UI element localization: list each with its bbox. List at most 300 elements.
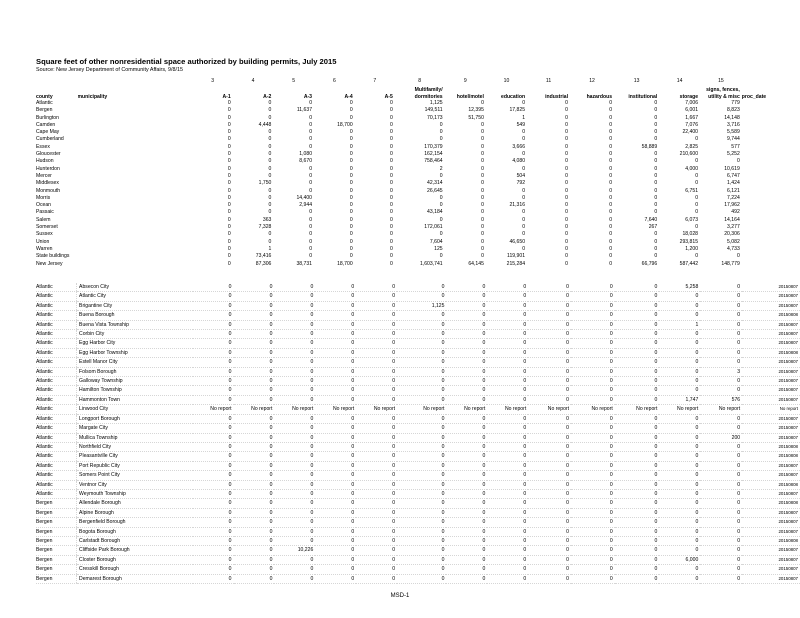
value-cell: 0 — [274, 555, 315, 564]
value-cell: 0 — [528, 518, 571, 527]
value-cell: 0 — [487, 433, 528, 442]
value-cell: 0 — [700, 320, 742, 329]
value-cell: 0 — [356, 489, 397, 498]
value-cell: 0 — [528, 386, 571, 395]
value-cell: 0 — [700, 301, 742, 310]
value-cell: 0 — [193, 489, 234, 498]
value-cell: 0 — [234, 283, 275, 292]
value-cell: 0 — [234, 461, 275, 470]
proc-date: 20150807 — [742, 414, 800, 423]
value-cell: 0 — [227, 260, 231, 267]
value-cell: 0 — [315, 377, 356, 386]
table-row — [36, 461, 800, 470]
value-cell: 0 — [522, 165, 526, 172]
proc-date: 20150807 — [742, 320, 800, 329]
value-cell: 0 — [234, 377, 275, 386]
column-header: A-5 — [384, 93, 393, 100]
value-cell: No report — [397, 405, 446, 414]
value-cell: 0 — [609, 224, 613, 231]
value-cell: 0 — [487, 386, 528, 395]
municipality-name: Atlantic City — [77, 292, 193, 301]
value-cell: 0 — [446, 546, 487, 555]
value-cell: 0 — [615, 471, 660, 480]
value-cell: 125 — [434, 245, 443, 252]
value-cell: 0 — [659, 292, 700, 301]
county-name: Camden — [36, 121, 56, 128]
value-cell: 0 — [695, 194, 699, 201]
value-cell: 0 — [315, 565, 356, 574]
value-cell: 0 — [654, 231, 658, 238]
value-cell: 0 — [695, 202, 699, 209]
value-cell: 0 — [695, 209, 699, 216]
value-cell: 0 — [315, 301, 356, 310]
value-cell: 0 — [193, 386, 234, 395]
value-cell: 11,637 — [296, 107, 313, 114]
municipality-name: Buena Vista Township — [77, 320, 193, 329]
value-cell: 0 — [481, 253, 484, 260]
value-cell: 0 — [234, 555, 275, 564]
value-cell: 0 — [315, 499, 356, 508]
county-name: Atlantic — [36, 452, 77, 461]
value-cell: 0 — [654, 245, 658, 252]
page-footer: MSD-1 — [390, 593, 410, 599]
value-cell: 0 — [615, 555, 660, 564]
value-cell: 200 — [700, 433, 742, 442]
value-cell: 0 — [227, 194, 231, 201]
value-cell: 172,061 — [424, 224, 443, 231]
value-cell: 0 — [389, 231, 393, 238]
value-cell: 0 — [397, 527, 446, 536]
value-cell: 0 — [528, 292, 571, 301]
value-cell: 0 — [609, 216, 613, 223]
value-cell: 0 — [609, 245, 613, 252]
value-cell: 0 — [695, 136, 699, 143]
value-cell: 0 — [349, 100, 353, 106]
value-cell: 0 — [397, 283, 446, 292]
value-cell: 51,750 — [468, 114, 484, 121]
value-cell: 0 — [528, 461, 571, 470]
value-cell: 0 — [487, 292, 528, 301]
value-cell: 0 — [700, 471, 742, 480]
value-cell: 0 — [389, 260, 393, 267]
value-cell: 0 — [700, 283, 742, 292]
value-cell: 0 — [389, 165, 393, 172]
county-name: Atlantic — [36, 489, 77, 498]
value-cell: 0 — [615, 489, 660, 498]
value-cell: 0 — [481, 187, 484, 194]
value-cell: 0 — [227, 180, 231, 187]
value-cell: No report — [487, 405, 528, 414]
value-cell: 0 — [193, 555, 234, 564]
county-name: Atlantic — [36, 283, 77, 292]
municipality-name: Mullica Township — [77, 433, 193, 442]
value-cell: 0 — [615, 330, 660, 339]
value-cell: 0 — [609, 238, 613, 245]
value-cell: 0 — [349, 194, 353, 201]
value-cell: 0 — [522, 216, 526, 223]
value-cell: 0 — [227, 172, 231, 179]
value-cell: 0 — [659, 442, 700, 451]
value-cell: 0 — [481, 129, 484, 136]
municipality-name: Carlstadt Borough — [77, 536, 193, 545]
municipality-name: Folsom Borough — [77, 367, 193, 376]
value-cell: 14,164 — [724, 216, 740, 223]
municipality-name: Buena Borough — [77, 311, 193, 320]
column-header: signs, fences, utility & misc — [706, 87, 740, 100]
value-cell: 0 — [700, 489, 742, 498]
value-cell: 0 — [700, 414, 742, 423]
value-cell: 0 — [397, 311, 446, 320]
value-cell: 0 — [654, 209, 658, 216]
column-number-row — [36, 75, 800, 87]
value-cell: 2 — [439, 165, 443, 172]
value-cell: 0 — [315, 320, 356, 329]
value-cell: 0 — [659, 311, 700, 320]
value-cell: 0 — [609, 136, 613, 143]
value-cell: 7,076 — [685, 121, 699, 128]
value-cell: 0 — [234, 527, 275, 536]
value-cell: 0 — [571, 536, 615, 545]
value-cell: 0 — [356, 339, 397, 348]
value-cell: 0 — [609, 100, 613, 106]
value-cell: 0 — [193, 452, 234, 461]
value-cell: 0 — [571, 452, 615, 461]
value-cell: 0 — [234, 339, 275, 348]
municipality-name: Ventnor City — [77, 480, 193, 489]
value-cell: 0 — [274, 348, 315, 357]
value-cell: 0 — [274, 508, 315, 517]
value-cell: 0 — [609, 231, 613, 238]
value-cell: 0 — [315, 461, 356, 470]
county-row — [36, 180, 800, 187]
value-cell: 0 — [446, 283, 487, 292]
value-cell: 0 — [389, 245, 393, 252]
value-cell: 267 — [648, 224, 658, 231]
value-cell: 0 — [528, 358, 571, 367]
value-cell: 0 — [446, 508, 487, 517]
value-cell: 0 — [571, 367, 615, 376]
value-cell: 0 — [659, 367, 700, 376]
value-cell: 0 — [389, 136, 393, 143]
value-cell: 0 — [389, 194, 393, 201]
municipality-name: Hammonton Town — [77, 395, 193, 404]
value-cell: 7,640 — [644, 216, 658, 223]
value-cell: 0 — [309, 136, 313, 143]
value-cell: 0 — [397, 395, 446, 404]
value-cell: 0 — [356, 395, 397, 404]
value-cell: 10,619 — [724, 165, 740, 172]
value-cell: 0 — [609, 158, 613, 165]
value-cell: 0 — [274, 565, 315, 574]
table-row — [36, 489, 800, 498]
value-cell: 0 — [609, 194, 613, 201]
value-cell: 0 — [234, 367, 275, 376]
value-cell: 492 — [731, 209, 740, 216]
value-cell: 0 — [193, 499, 234, 508]
value-cell: 0 — [389, 158, 393, 165]
value-cell: 0 — [274, 386, 315, 395]
value-cell: 0 — [268, 231, 272, 238]
value-cell: 0 — [397, 452, 446, 461]
value-cell: 0 — [615, 292, 660, 301]
value-cell: 0 — [487, 301, 528, 310]
column-header: industrial — [545, 93, 569, 100]
value-cell: 0 — [659, 489, 700, 498]
value-cell: 0 — [234, 395, 275, 404]
value-cell: 0 — [700, 536, 742, 545]
value-cell: 0 — [700, 311, 742, 320]
value-cell: 0 — [528, 301, 571, 310]
value-cell: 0 — [397, 536, 446, 545]
value-cell: 0 — [193, 480, 234, 489]
value-cell: 0 — [571, 471, 615, 480]
value-cell: 0 — [309, 253, 313, 260]
value-cell: 0 — [349, 180, 353, 187]
value-cell: 0 — [268, 136, 272, 143]
value-cell: 0 — [446, 574, 487, 583]
value-cell: 0 — [234, 565, 275, 574]
value-cell: 1,750 — [258, 180, 272, 187]
value-cell: 0 — [571, 395, 615, 404]
table-row — [36, 386, 800, 395]
value-cell: 0 — [356, 358, 397, 367]
value-cell: 576 — [700, 395, 742, 404]
column-header: Multifamily/ dormitories — [414, 87, 443, 100]
value-cell: 7,224 — [727, 194, 740, 201]
value-cell: 1,424 — [727, 180, 740, 187]
value-cell: 0 — [193, 395, 234, 404]
value-cell: 0 — [309, 114, 313, 121]
column-header: hotel/motel — [456, 93, 484, 100]
value-cell: 0 — [227, 187, 231, 194]
municipality-name: Cliffside Park Borough — [77, 546, 193, 555]
value-cell: 0 — [446, 565, 487, 574]
county-name: Sussex — [36, 231, 53, 238]
value-cell: 0 — [234, 442, 275, 451]
value-cell: 0 — [528, 424, 571, 433]
value-cell: 0 — [654, 253, 658, 260]
value-cell: 758,464 — [424, 158, 443, 165]
value-cell: No report — [315, 405, 356, 414]
value-cell: 0 — [700, 508, 742, 517]
value-cell: 119,901 — [507, 253, 526, 260]
value-cell: 0 — [234, 348, 275, 357]
table-row — [36, 452, 800, 461]
value-cell: 0 — [481, 224, 484, 231]
value-cell: 7,006 — [685, 100, 699, 106]
municipality-name: Pleasantville City — [77, 452, 193, 461]
value-cell: 0 — [356, 546, 397, 555]
value-cell: 0 — [234, 330, 275, 339]
value-cell: 0 — [528, 499, 571, 508]
county-name: Morris — [36, 194, 51, 201]
source-note: Source: New Jersey Department of Community Affairs, 9/8/15 — [36, 67, 184, 73]
table-row — [36, 358, 800, 367]
value-cell: 0 — [487, 508, 528, 517]
value-cell: 0 — [700, 480, 742, 489]
value-cell: 0 — [565, 172, 569, 179]
value-cell: 17,825 — [509, 107, 526, 114]
value-cell: 0 — [615, 433, 660, 442]
value-cell: 0 — [389, 129, 393, 136]
value-cell: 0 — [565, 136, 569, 143]
value-cell: 0 — [274, 330, 315, 339]
value-cell: 0 — [268, 165, 272, 172]
value-cell: 0 — [315, 442, 356, 451]
value-cell: 0 — [609, 187, 613, 194]
table-row — [36, 471, 800, 480]
proc-date: 20150807 — [742, 330, 800, 339]
column-number: 14 — [676, 78, 683, 84]
value-cell: 0 — [654, 129, 658, 136]
value-cell: 0 — [565, 260, 569, 267]
value-cell: 87,306 — [255, 260, 272, 267]
value-cell: 210,600 — [679, 151, 699, 158]
value-cell: 0 — [227, 238, 231, 245]
value-cell: 0 — [615, 311, 660, 320]
value-cell: 0 — [234, 301, 275, 310]
value-cell: 0 — [389, 216, 393, 223]
value-cell: 0 — [487, 499, 528, 508]
value-cell: 0 — [356, 433, 397, 442]
county-row — [36, 122, 800, 129]
proc-date: 20150807 — [742, 395, 800, 404]
value-cell: 0 — [227, 121, 231, 128]
value-cell: 0 — [571, 424, 615, 433]
value-cell: 0 — [389, 151, 393, 158]
value-cell: 0 — [654, 238, 658, 245]
value-cell: 0 — [234, 489, 275, 498]
value-cell: 0 — [309, 172, 313, 179]
value-cell: 4,080 — [512, 158, 526, 165]
value-cell: 10,226 — [274, 546, 315, 555]
value-cell: 0 — [315, 489, 356, 498]
table-row — [36, 395, 800, 404]
municipality-name: Margate City — [77, 424, 193, 433]
value-cell: 1 — [522, 114, 526, 121]
county-name: Bergen — [36, 508, 77, 517]
value-cell: 3,716 — [727, 121, 740, 128]
proc-date: 20150807 — [742, 546, 800, 555]
value-cell: 0 — [234, 433, 275, 442]
value-cell: 0 — [487, 452, 528, 461]
value-cell: 73,416 — [255, 253, 272, 260]
county-name: Bergen — [36, 536, 77, 545]
value-cell: 3,666 — [512, 143, 526, 150]
value-cell: 0 — [571, 508, 615, 517]
value-cell: 0 — [446, 424, 487, 433]
municipality-name: Allendale Borough — [77, 499, 193, 508]
value-cell: 0 — [487, 320, 528, 329]
value-cell: 0 — [654, 151, 658, 158]
value-cell: 0 — [193, 414, 234, 423]
value-cell: 70,173 — [427, 114, 443, 121]
value-cell: 0 — [446, 461, 487, 470]
value-cell: 0 — [487, 480, 528, 489]
table-row — [36, 574, 800, 583]
value-cell: 18,028 — [682, 231, 699, 238]
value-cell: 0 — [615, 339, 660, 348]
value-cell: 21,316 — [509, 202, 526, 209]
value-cell: 0 — [615, 386, 660, 395]
value-cell: 0 — [309, 129, 313, 136]
value-cell: 0 — [274, 395, 315, 404]
value-cell: 0 — [487, 489, 528, 498]
county-name: Union — [36, 238, 50, 245]
value-cell: 0 — [356, 574, 397, 583]
value-cell: 0 — [446, 518, 487, 527]
value-cell: 0 — [522, 245, 526, 252]
value-cell: 0 — [481, 151, 484, 158]
value-cell: 0 — [528, 565, 571, 574]
value-cell: 0 — [487, 461, 528, 470]
value-cell: 0 — [700, 499, 742, 508]
value-cell: 0 — [227, 114, 231, 121]
table-row — [36, 442, 800, 451]
county-row — [36, 166, 800, 173]
table-row — [36, 546, 800, 555]
value-cell: 0 — [615, 499, 660, 508]
value-cell: 0 — [356, 461, 397, 470]
value-cell: 0 — [609, 143, 613, 150]
value-cell: 0 — [349, 209, 353, 216]
value-cell: 0 — [274, 527, 315, 536]
value-cell: 0 — [615, 508, 660, 517]
value-cell: 215,284 — [506, 260, 526, 267]
value-cell: 5,589 — [727, 129, 740, 136]
value-cell: 0 — [446, 480, 487, 489]
value-cell: 0 — [654, 172, 658, 179]
value-cell: 0 — [609, 165, 613, 172]
proc-date: 20150807 — [742, 461, 800, 470]
value-cell: 0 — [274, 452, 315, 461]
value-cell: 0 — [571, 320, 615, 329]
value-cell: 6,000 — [659, 555, 700, 564]
value-cell: 0 — [397, 320, 446, 329]
value-cell: 0 — [397, 546, 446, 555]
value-cell: 0 — [389, 202, 393, 209]
value-cell: 0 — [349, 165, 353, 172]
value-cell: 0 — [659, 471, 700, 480]
value-cell: 0 — [309, 100, 313, 106]
value-cell: 0 — [659, 499, 700, 508]
value-cell: 0 — [487, 565, 528, 574]
value-cell: 0 — [571, 377, 615, 386]
value-cell: 0 — [487, 339, 528, 348]
value-cell: 0 — [234, 471, 275, 480]
value-cell: 0 — [389, 187, 393, 194]
value-cell: 0 — [481, 158, 484, 165]
value-cell: 0 — [487, 471, 528, 480]
value-cell: 1,125 — [429, 100, 443, 106]
municipality-name: Cresskill Borough — [77, 565, 193, 574]
value-cell: 0 — [389, 107, 393, 114]
value-cell: 0 — [615, 480, 660, 489]
value-cell: 0 — [528, 395, 571, 404]
value-cell: 0 — [528, 574, 571, 583]
value-cell: 0 — [446, 489, 487, 498]
value-cell: 0 — [268, 151, 272, 158]
value-cell: No report — [528, 405, 571, 414]
value-cell: 2,825 — [685, 143, 699, 150]
value-cell: 0 — [659, 546, 700, 555]
table-row — [36, 405, 800, 414]
value-cell: 0 — [397, 433, 446, 442]
value-cell: 1,200 — [685, 245, 699, 252]
column-header: storage — [679, 93, 699, 100]
column-header: hazardous — [586, 93, 613, 100]
value-cell: 0 — [615, 358, 660, 367]
